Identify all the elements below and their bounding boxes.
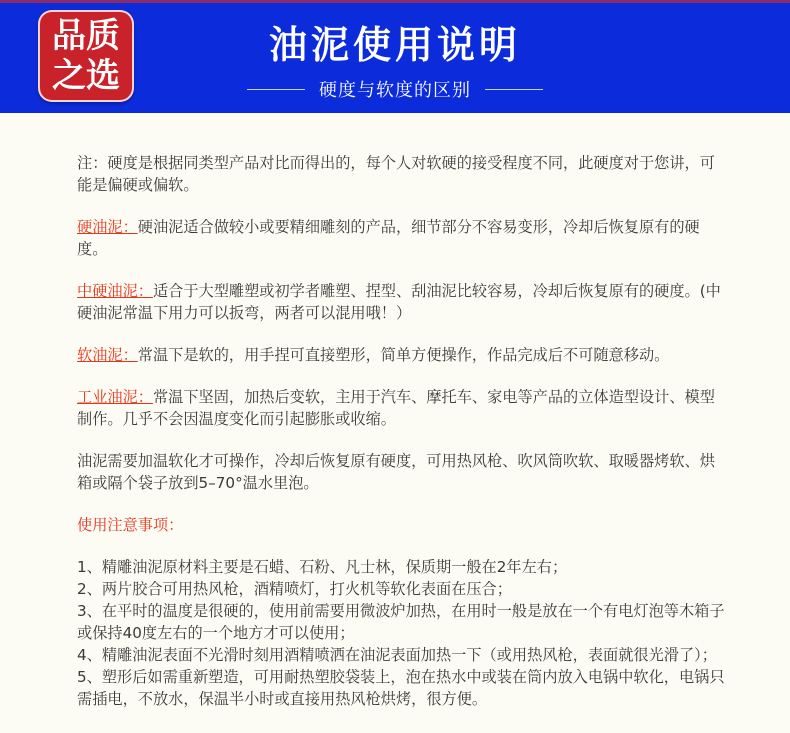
usage-notes-list [77, 556, 725, 710]
type-hard-text: 硬油泥适合做较小或要精细雕刻的产品，细节部分不容易变形，冷却后恢复原有的硬度。 [77, 218, 700, 258]
list-item: 1、精雕油泥原材料主要是石蜡、石粉、凡士林，保质期一般在2年左右； [77, 558, 568, 576]
page-title: 油泥使用说明 [268, 23, 521, 67]
header-banner [0, 0, 790, 113]
heating-methods: 油泥需要加温软化才可操作，冷却后恢复原有硬度，可用热风枪、吹风筒吹软、取暖器烤软、烘箱或隔个袋子放到5–70°温水里泡。 [77, 452, 715, 492]
type-industrial-text: 常温下坚固，加热后变软，主用于汽车、摩托车、家电等产品的立体造型设计、模型制作。几乎不会因温度变化而引起膨胀或收缩。 [77, 388, 715, 428]
type-hard [77, 216, 725, 260]
list-item: 2、两片胶合可用热风枪，酒精喷灯，打火机等软化表面在压合； [77, 580, 512, 598]
list-item: 4、精雕油泥表面不光滑时刻用酒精喷洒在油泥表面加热一下（或用热风枪，表面就很光滑了）； [77, 646, 717, 664]
subtitle-rule-right [485, 89, 543, 90]
type-soft [77, 344, 725, 366]
page-subtitle: 硬度与软度的区别 [319, 80, 471, 101]
list-item: 3、在平时的温度是很硬的，使用前需要用微波炉加热，在用时一般是放在一个有电灯泡等木箱子或保持40度左右的一个地方才可以使用； [77, 602, 725, 642]
hardness-note: 注：硬度是根据同类型产品对比而得出的，每个人对软硬的接受程度不同，此硬度对于您讲，可能是偏硬或偏软。 [77, 154, 715, 194]
type-medium-label: 中硬油泥： [77, 282, 153, 300]
type-hard-label: 硬油泥： [77, 218, 138, 236]
list-item: 5、塑形后如需重新塑造，可用耐热塑胶袋装上，泡在热水中或装在筒内放入电锅中软化，电锅只需插电，不放水，保温半小时或直接用热风枪烘烤，很方便。 [77, 668, 725, 708]
badge-line-1: 品质 [52, 16, 120, 56]
subtitle-row [0, 76, 790, 102]
type-soft-text: 常温下是软的，用手捏可直接塑形，简单方便操作，作品完成后不可随意移动。 [137, 346, 670, 364]
type-industrial [77, 386, 725, 430]
instructions-body [77, 152, 725, 710]
type-industrial-label: 工业油泥： [77, 388, 153, 406]
type-soft-label: 软油泥： [77, 346, 138, 364]
type-medium-text: 适合于大型雕塑或初学者雕塑、捏型、刮油泥比较容易，冷却后恢复原有的硬度。(中硬油泥常温下用力可以扳弯，两者可以混用哦！） [77, 282, 721, 322]
top-strip [0, 0, 790, 3]
type-medium [77, 280, 725, 324]
subtitle-rule-left [247, 89, 305, 90]
badge-line-2: 之选 [52, 56, 120, 96]
usage-notes-title: 使用注意事项： [77, 516, 184, 534]
